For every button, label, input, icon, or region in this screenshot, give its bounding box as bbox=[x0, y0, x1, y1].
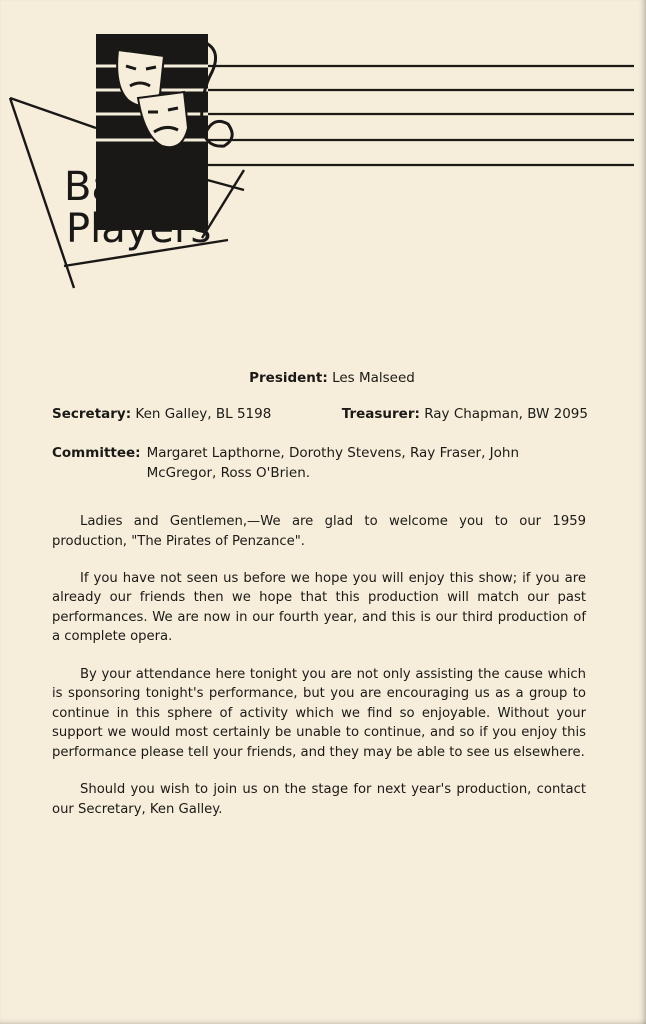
secretary bbox=[52, 406, 271, 422]
officers-section bbox=[0, 370, 646, 481]
logo-word-2: Players bbox=[66, 206, 212, 252]
president-line bbox=[18, 370, 646, 386]
committee-label: Committee: bbox=[52, 445, 141, 461]
letter-paragraph-3: By your attendance here tonight you are not only assisting the cause which is sponsoring tonight's performance, but you are encouraging us as a group to continue in this sphere of activity which we find so enjoyable. Without your support we would most certainly be unable to continue, and so if you enjoy this performance please tell your friends, and they may be able to see us elsewhere. bbox=[52, 666, 586, 760]
treasurer bbox=[342, 406, 588, 422]
letter-paragraph-4: Should you wish to join us on the stage for next year's production, contact our Secretary, Ken Galley. bbox=[52, 782, 586, 817]
letter-paragraph-2: If you have not seen us before we hope you will enjoy this show; if you are already our friends then we hope that this production will match our past performances. We are now in our fourth year, and this is our third production of a complete opera. bbox=[52, 570, 586, 645]
logo-word-1: Babirra bbox=[64, 164, 210, 210]
president-label: President: bbox=[249, 370, 328, 386]
committee-line bbox=[52, 443, 588, 483]
committee-names: Margaret Lapthorne, Dorothy Stevens, Ray Fraser, John McGregor, Ross O'Brien. bbox=[146, 445, 520, 481]
treasurer-label: Treasurer: bbox=[341, 406, 420, 422]
welcome-letter bbox=[52, 512, 586, 837]
letter-paragraph-1: Ladies and Gentlemen,—We are glad to welcome you to our 1959 production, "The Pirates of Penzance". bbox=[52, 514, 586, 549]
secretary-label: Secretary: bbox=[52, 406, 132, 422]
president-name: Les Malseed bbox=[332, 370, 415, 386]
secretary-treasurer-line bbox=[52, 406, 588, 422]
babirra-players-logo bbox=[6, 28, 646, 293]
secretary-name: Ken Galley, BL 5198 bbox=[135, 406, 272, 422]
music-staff-lines bbox=[206, 66, 634, 165]
treasurer-name: Ray Chapman, BW 2095 bbox=[424, 406, 588, 422]
